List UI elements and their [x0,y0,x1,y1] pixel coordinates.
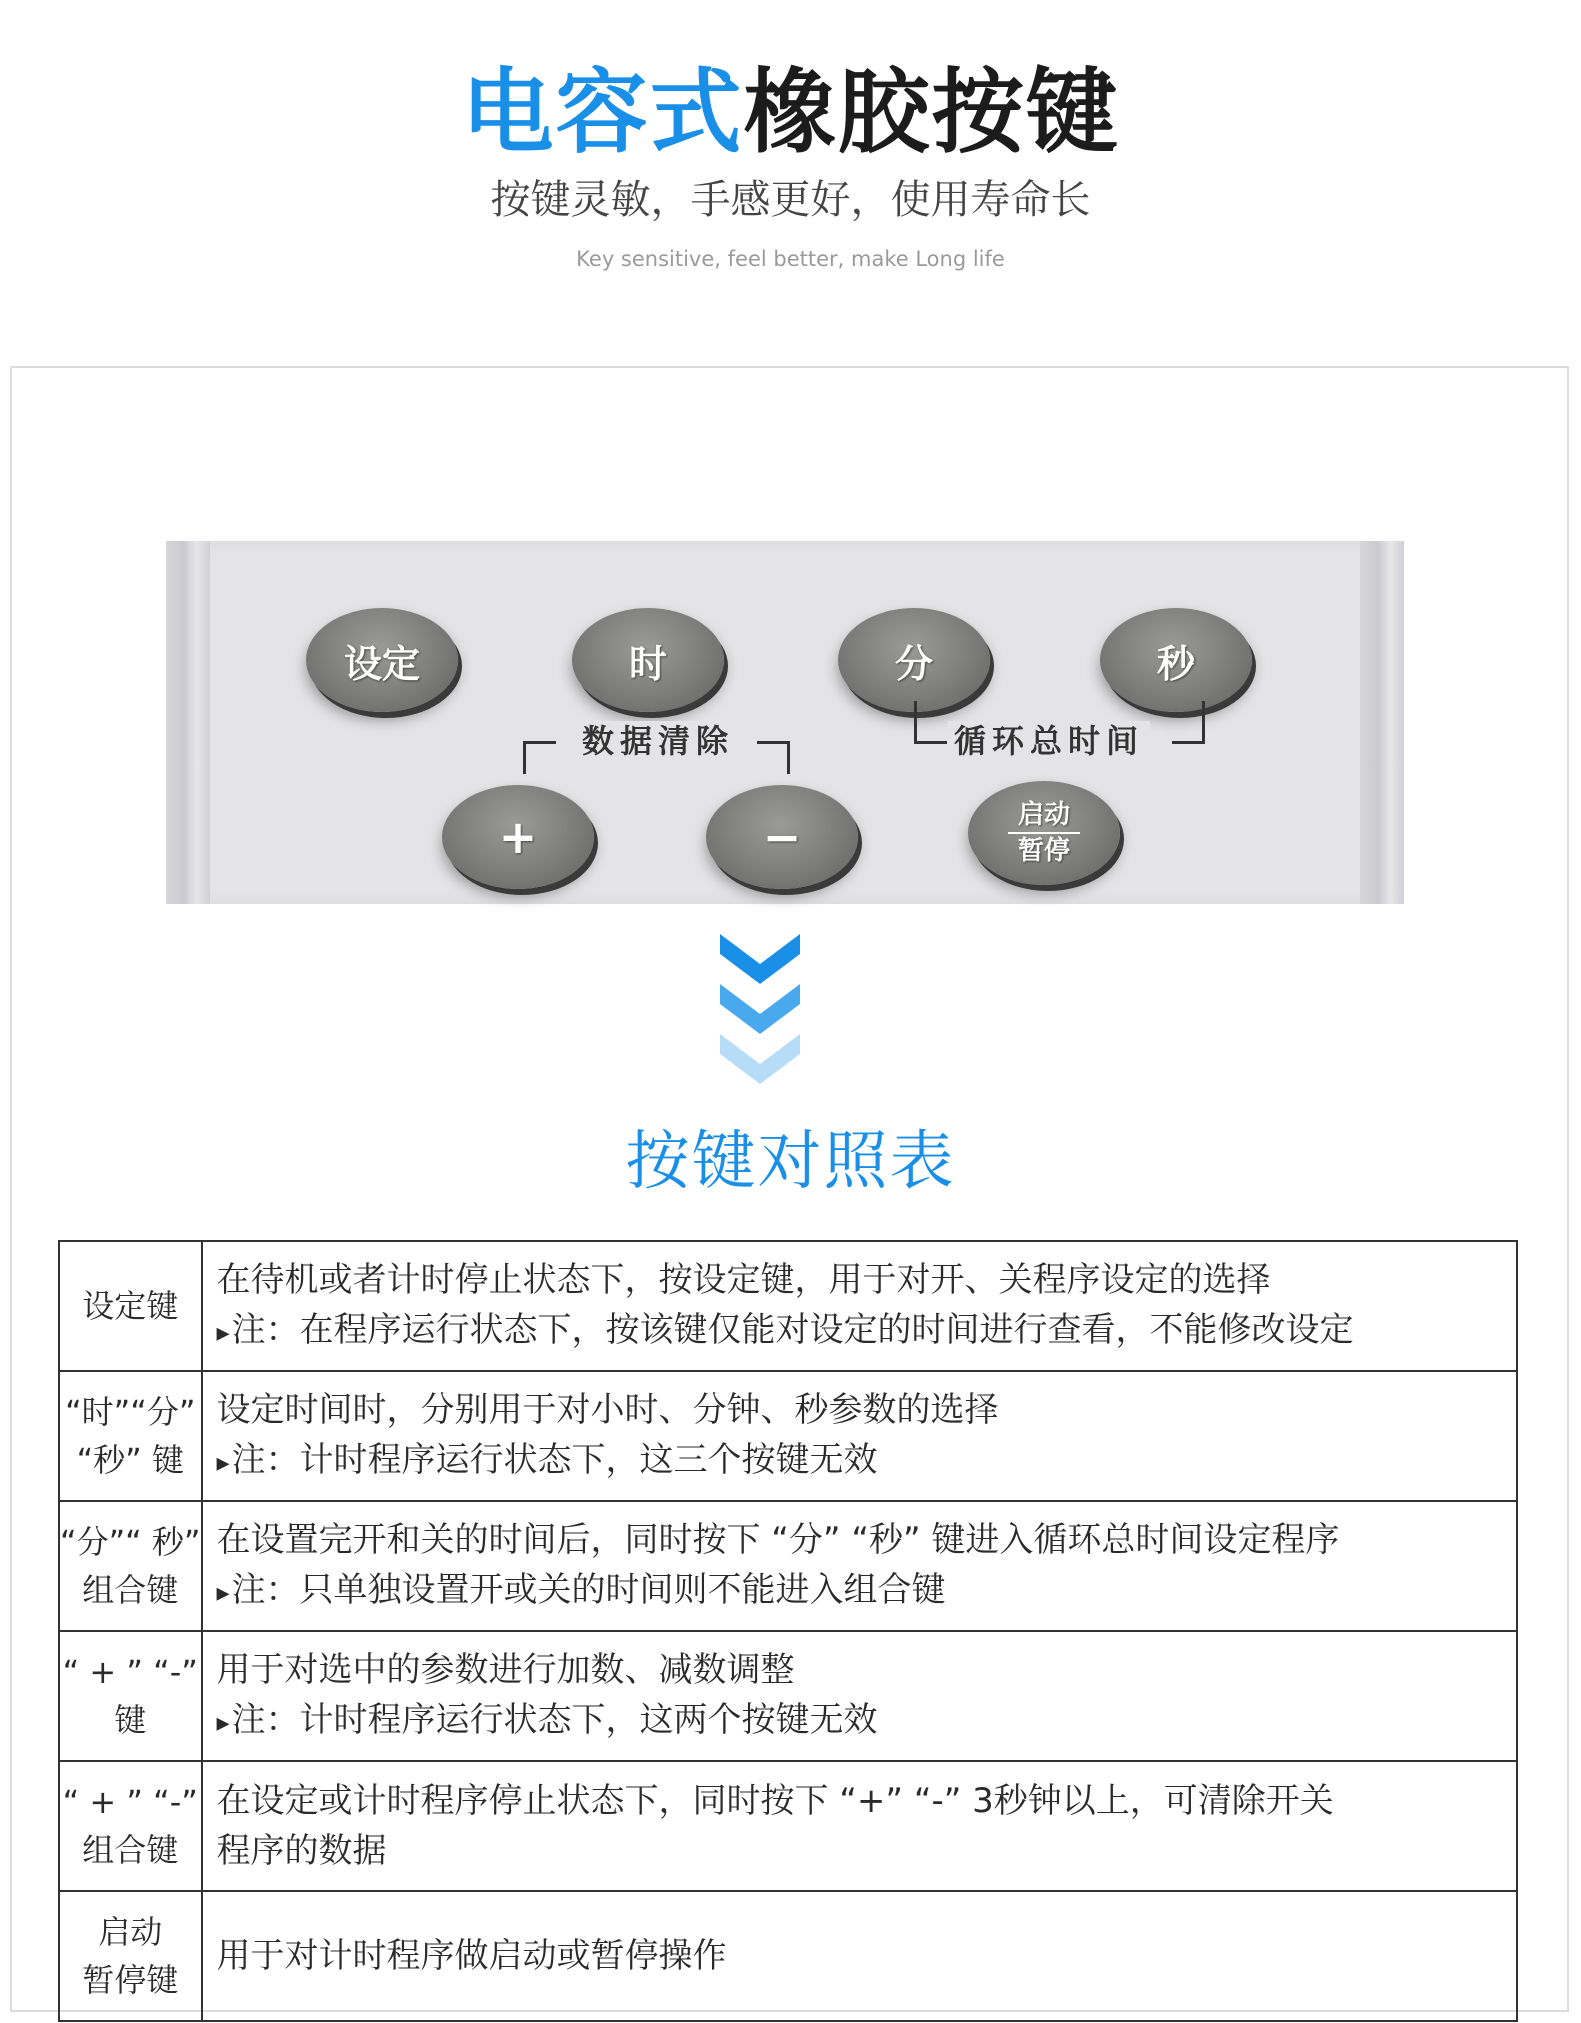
key-name: 启动 [98,1913,163,1951]
key-cell [59,1501,202,1631]
plus-key[interactable]: + [442,785,594,889]
table-row [59,1891,1517,2021]
subtitle-english: Key sensitive, feel better, make Long life [576,247,1005,271]
data-clear-bracket-left [523,741,556,774]
table-title: 按键对照表 [625,1125,956,1199]
desc-cell [202,1891,1518,2021]
desc-text: 用于对选中的参数进行加数、减数调整 [216,1649,795,1690]
panel-rail-left [166,541,210,904]
minus-key[interactable]: − [706,785,858,889]
keypad-panel [166,541,1404,904]
key-name-2: 组合键 [82,1831,179,1869]
cycle-bracket-left [914,701,947,744]
desc-cell [202,1631,1518,1761]
table-row [59,1501,1517,1631]
desc-text: 设定时间时，分别用于对小时、分钟、秒参数的选择 [216,1389,999,1430]
chevron-down-icon-2 [720,984,800,1034]
key-cell [59,1761,202,1891]
chevron-down-icon [720,934,800,1094]
key-name: “ + ” “-” [62,1783,198,1821]
panel-rail-right [1360,541,1404,904]
key-name: “ + ” “-” [62,1653,198,1691]
chevron-down-icon-1 [720,934,800,984]
key-cell [59,1241,202,1371]
second-key[interactable]: 秒 [1100,608,1252,712]
cycle-total-time-label: 循环总时间 [948,721,1150,761]
minute-key[interactable]: 分 [838,608,990,712]
cycle-bracket-right [1172,701,1205,744]
table-row [59,1631,1517,1761]
key-name-2: 暂停键 [82,1961,179,1999]
start-pause-divider [1008,832,1080,834]
title-accent: 电容式 [461,59,744,166]
hour-key[interactable]: 时 [572,608,724,712]
desc-cell [202,1761,1518,1891]
start-label: 启动 [1017,800,1070,830]
desc-cell [202,1241,1518,1371]
desc-cell [202,1501,1518,1631]
desc-text: 在设置完开和关的时间后，同时按下 “分” “秒” 键进入循环总时间设定程序 [216,1519,1340,1560]
key-cell [59,1891,202,2021]
note-text: ▸ 注：只单独设置开或关的时间则不能进入组合键 [217,1565,1507,1618]
key-cell [59,1631,202,1761]
pause-label: 暂停 [1017,836,1070,866]
data-clear-label: 数据清除 [576,721,740,761]
key-name: “分”“ 秒” [60,1523,201,1561]
chevron-down-icon-3 [720,1034,800,1084]
note-text: ▸ 注：计时程序运行状态下，这三个按键无效 [217,1435,1507,1488]
key-name: 设定键 [82,1287,179,1325]
key-name: “时”“分” [65,1393,196,1431]
title-rest: 橡胶按键 [743,59,1120,166]
data-clear-bracket-right [757,741,790,774]
key-name-2: 组合键 [82,1571,179,1609]
set-key[interactable]: 设定 [306,608,458,712]
start-pause-key[interactable] [968,781,1120,885]
desc-cell [202,1371,1518,1501]
note-text: ▸ 注：在程序运行状态下，按该键仅能对设定的时间进行查看，不能修改设定 [217,1305,1507,1358]
page-title [0,58,1581,168]
table-row [59,1241,1517,1371]
key-name-2: “秒” 键 [76,1441,184,1479]
note-text: ▸ 注：计时程序运行状态下，这两个按键无效 [217,1695,1507,1748]
desc-text: 用于对计时程序做启动或暂停操作 [216,1936,727,1976]
key-reference-table [58,1240,1518,2022]
desc-text-2: 程序的数据 [216,1831,387,1871]
table-row [59,1371,1517,1501]
key-name-2: 键 [114,1701,147,1739]
subtitle: 按键灵敏，手感更好，使用寿命长 [490,177,1091,223]
desc-text: 在设定或计时程序停止状态下，同时按下 “+” “-” 3秒钟以上，可清除开关 [216,1781,1334,1821]
desc-text: 在待机或者计时停止状态下，按设定键，用于对开、关程序设定的选择 [216,1259,1271,1300]
key-cell [59,1371,202,1501]
table-row [59,1761,1517,1891]
